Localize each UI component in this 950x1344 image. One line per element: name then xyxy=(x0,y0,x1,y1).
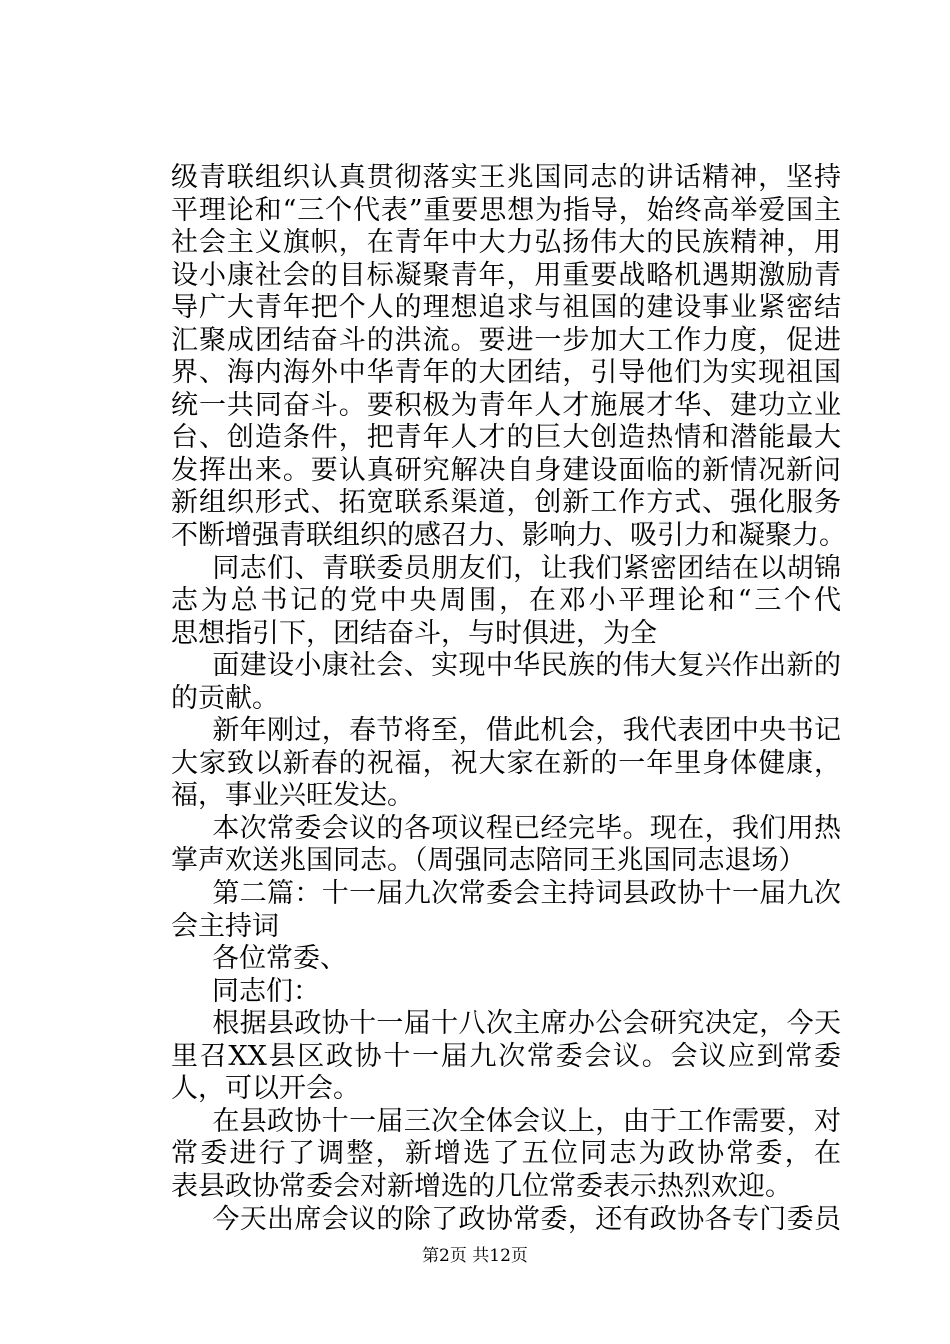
text-line: 志为总书记的党中央周围，在邓小平理论和“三个代 xyxy=(171,585,841,617)
text-line: 第二篇：十一届九次常委会主持词县政协十一届九次 xyxy=(212,878,841,910)
text-line: 表县政协常委会对新增选的几位常委表示热烈欢迎。 xyxy=(171,1170,792,1202)
text-line: 界、海内海外中华青年的大团结，引导他们为实现祖国 xyxy=(171,357,841,389)
text-line: 级青联组织认真贯彻落实王兆国同志的讲话精神，坚持 xyxy=(171,162,841,193)
text-line: 本次常委会议的各项议程已经完毕。现在，我们用热 xyxy=(212,812,841,844)
text-line: 设小康社会的目标凝聚青年，用重要战略机遇期激励青 xyxy=(171,259,841,291)
text-line: 会主持词 xyxy=(171,910,279,942)
text-line: 常委进行了调整，新增选了五位同志为政协常委，在 xyxy=(171,1138,841,1170)
page-footer: 第2页 共12页 xyxy=(422,1246,528,1266)
text-line: 同志们： xyxy=(185,975,320,1007)
text-line: 新组织形式、拓宽联系渠道，创新工作方式、强化服务 xyxy=(171,487,841,519)
text-line: 的贡献。 xyxy=(171,682,279,714)
text-line: 同志们、青联委员朋友们，让我们紧密团结在以胡锦 xyxy=(212,552,841,584)
text-line: 发挥出来。要认真研究解决自身建设面临的新情况新问 xyxy=(171,454,841,486)
text-line: 掌声欢送兆国同志。（周强同志陪同王兆国同志退场） xyxy=(171,845,806,877)
text-line: 面建设小康社会、实现中华民族的伟大复兴作出新的 xyxy=(212,650,841,682)
text-line: 台、创造条件，把青年人才的巨大创造热情和潜能最大 xyxy=(171,422,841,454)
text-line: 福，事业兴旺发达。 xyxy=(171,780,414,812)
text-line: 不断增强青联组织的感召力、影响力、吸引力和凝聚力。 xyxy=(171,520,846,552)
text-line: 汇聚成团结奋斗的洪流。要进一步加大工作力度，促进 xyxy=(171,324,841,356)
text-line: 根据县政协十一届十八次主席办公会研究决定，今天 xyxy=(212,1008,841,1040)
text-line: 今天出席会议的除了政协常委，还有政协各专门委员 xyxy=(212,1203,841,1235)
text-line: 人，可以开会。 xyxy=(171,1073,360,1105)
text-line: 各位常委、 xyxy=(185,943,347,975)
document-body xyxy=(171,162,846,1236)
text-line: 平理论和“三个代表”重要思想为指导，始终高举爱国主 xyxy=(171,194,841,226)
text-line: 导广大青年把个人的理想追求与祖国的建设事业紧密结 xyxy=(171,292,841,324)
text-line: 里召XX县区政协十一届九次常委会议。会议应到常委 xyxy=(171,1040,841,1072)
text-line: 在县政协十一届三次全体会议上，由于工作需要，对 xyxy=(212,1105,841,1137)
text-line: 大家致以新春的祝福，祝大家在新的一年里身体健康， xyxy=(171,747,841,779)
text-line: 思想指引下，团结奋斗，与时俱进，为全 xyxy=(171,617,657,649)
text-line: 统一共同奋斗。要积极为青年人才施展才华、建功立业 xyxy=(171,389,841,421)
text-line: 社会主义旗帜，在青年中大力弘扬伟大的民族精神，用 xyxy=(171,227,841,259)
text-line: 新年刚过，春节将至，借此机会，我代表团中央书记 xyxy=(212,715,841,747)
